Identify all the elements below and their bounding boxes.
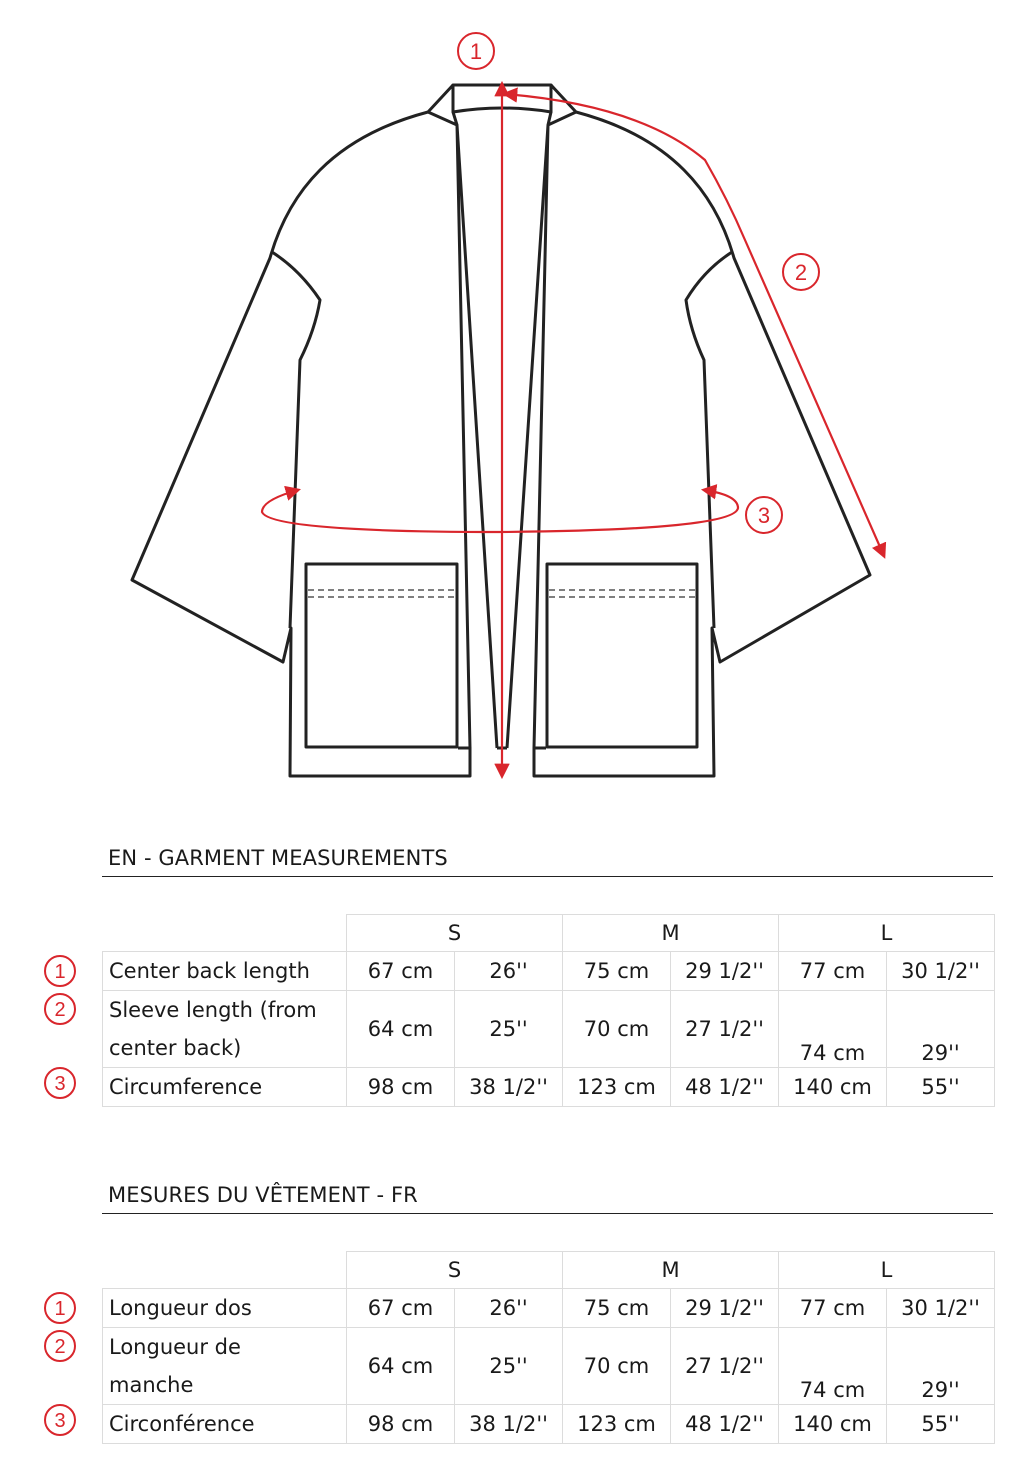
value-cell: 27 1/2'' <box>671 1328 779 1405</box>
section-rule-en <box>102 876 993 877</box>
callout-1 <box>458 33 494 69</box>
row-label: Longueur dos <box>103 1289 347 1328</box>
table-header-row <box>103 1252 995 1289</box>
row-marker-3-text: 3 <box>54 1073 66 1095</box>
value-cell: 30 1/2'' <box>887 1289 995 1328</box>
size-header-s: S <box>347 1252 563 1289</box>
table-row <box>103 1068 995 1107</box>
table-row <box>103 1289 995 1328</box>
value-cell: 75 cm <box>563 952 671 991</box>
value-cell: 98 cm <box>347 1068 455 1107</box>
callout-2-text: 2 <box>794 260 808 285</box>
row-label: Circumference <box>103 1068 347 1107</box>
value-cell: 55'' <box>887 1068 995 1107</box>
value-cell: 98 cm <box>347 1405 455 1444</box>
value-cell: 55'' <box>887 1405 995 1444</box>
value-cell: 70 cm <box>563 991 671 1068</box>
callout-3-text: 3 <box>757 503 771 528</box>
right-lapel <box>507 112 576 748</box>
right-shoulder-seam <box>686 252 732 628</box>
value-cell: 25'' <box>455 991 563 1068</box>
circumference-line <box>262 490 738 532</box>
value-cell: 140 cm <box>779 1068 887 1107</box>
callout-3 <box>746 497 782 533</box>
left-pocket <box>306 564 457 747</box>
section-title-fr: MESURES DU VÊTEMENT - FR <box>108 1183 418 1207</box>
size-header-m: M <box>563 1252 779 1289</box>
right-pocket <box>547 564 697 747</box>
callout-1-text: 1 <box>469 39 483 64</box>
value-cell: 70 cm <box>563 1328 671 1405</box>
value-cell: 26'' <box>455 1289 563 1328</box>
section-rule-fr <box>102 1213 993 1214</box>
row-marker-1 <box>43 1291 77 1325</box>
value-cell: 38 1/2'' <box>455 1405 563 1444</box>
right-body-outline <box>534 85 870 776</box>
value-cell: 29 1/2'' <box>671 1289 779 1328</box>
value-cell: 140 cm <box>779 1405 887 1444</box>
size-header-l: L <box>779 915 995 952</box>
value-cell: 77 cm <box>779 1289 887 1328</box>
size-header-s: S <box>347 915 563 952</box>
row-marker-3-text: 3 <box>54 1410 66 1432</box>
value-cell: 64 cm <box>347 1328 455 1405</box>
row-marker-3 <box>43 1403 77 1437</box>
row-marker-2-text: 2 <box>54 1336 66 1358</box>
value-cell: 74 cm <box>779 991 887 1068</box>
value-cell: 48 1/2'' <box>671 1068 779 1107</box>
header-blank-cell <box>103 1252 347 1289</box>
measurements-table-en <box>102 914 995 1107</box>
row-label: Center back length <box>103 952 347 991</box>
table-row <box>103 952 995 991</box>
row-label: Sleeve length (from center back) <box>103 991 347 1068</box>
value-cell: 123 cm <box>563 1405 671 1444</box>
value-cell: 27 1/2'' <box>671 991 779 1068</box>
row-marker-1-text: 1 <box>54 1298 66 1320</box>
left-body-outline <box>132 85 470 776</box>
section-title-en: EN - GARMENT MEASUREMENTS <box>108 846 448 870</box>
table-row <box>103 991 995 1068</box>
value-cell: 64 cm <box>347 991 455 1068</box>
size-header-m: M <box>563 915 779 952</box>
row-marker-1-text: 1 <box>54 961 66 983</box>
value-cell: 29 1/2'' <box>671 952 779 991</box>
value-cell: 74 cm <box>779 1328 887 1405</box>
left-shoulder-seam <box>272 252 320 628</box>
row-label: Circonférence <box>103 1405 347 1444</box>
value-cell: 67 cm <box>347 1289 455 1328</box>
row-marker-2-text: 2 <box>54 999 66 1021</box>
value-cell: 29'' <box>887 1328 995 1405</box>
size-header-l: L <box>779 1252 995 1289</box>
value-cell: 75 cm <box>563 1289 671 1328</box>
value-cell: 67 cm <box>347 952 455 991</box>
sleeve-length-line <box>505 94 884 556</box>
table-header-row <box>103 915 995 952</box>
value-cell: 77 cm <box>779 952 887 991</box>
value-cell: 26'' <box>455 952 563 991</box>
value-cell: 25'' <box>455 1328 563 1405</box>
value-cell: 123 cm <box>563 1068 671 1107</box>
table-row <box>103 1328 995 1405</box>
value-cell: 30 1/2'' <box>887 952 995 991</box>
value-cell: 29'' <box>887 991 995 1068</box>
row-label: Longueur de manche <box>103 1328 347 1405</box>
row-marker-3 <box>43 1066 77 1100</box>
callout-2 <box>783 254 819 290</box>
header-blank-cell <box>103 915 347 952</box>
table-row <box>103 1405 995 1444</box>
row-marker-2 <box>43 1329 77 1363</box>
row-marker-1 <box>43 954 77 988</box>
row-marker-2 <box>43 992 77 1026</box>
left-lapel <box>428 112 497 748</box>
value-cell: 48 1/2'' <box>671 1405 779 1444</box>
measurement-lines <box>262 84 884 776</box>
measurements-table-fr <box>102 1251 995 1444</box>
value-cell: 38 1/2'' <box>455 1068 563 1107</box>
